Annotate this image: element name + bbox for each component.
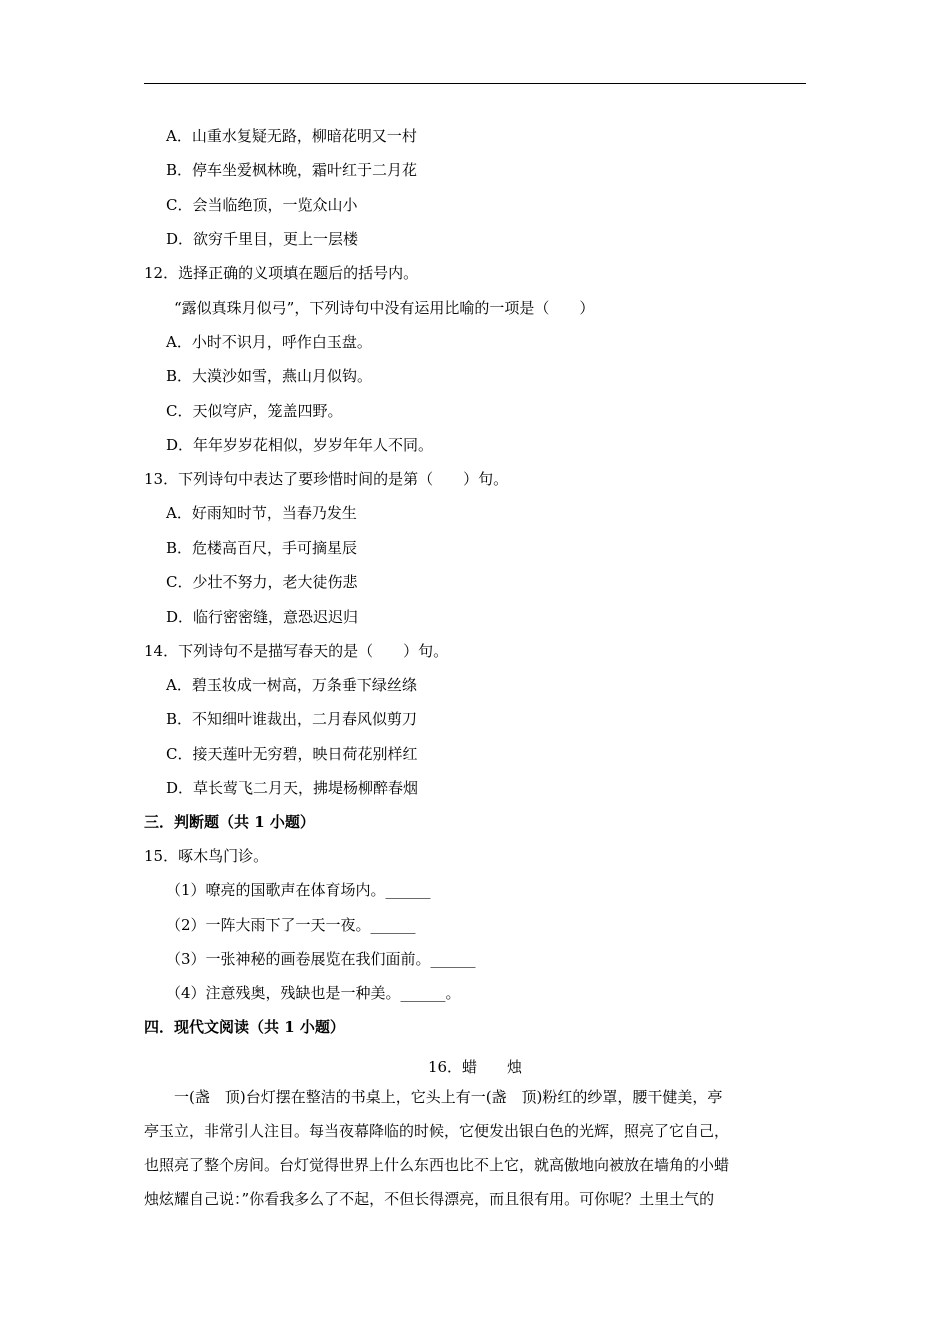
q12-option-d: D．年年岁岁花相似，岁岁年年人不同。 [166,436,434,454]
q16-paragraph-line-4: 烛炫耀自己说：”你看我多么了不起，不但长得漂亮，而且很有用。可你呢？土里土气的 [144,1190,715,1208]
q13-option-d: D．临行密密缝，意恐迟迟归 [166,608,359,626]
q14-title: 14．下列诗句不是描写春天的是（ ）句。 [144,642,449,660]
q14-option-a: A．碧玉妆成一树高，万条垂下绿丝绦 [166,676,417,694]
q16-title: 16．蜡 烛 [427,1058,523,1076]
q11-option-b: B．停车坐爱枫林晚，霜叶红于二月花 [166,161,418,179]
q12-option-a: A．小时不识月，呼作白玉盘。 [166,333,372,351]
q14-option-b: B．不知细叶谁裁出，二月春风似剪刀 [166,710,418,728]
q13-option-c: C．少壮不努力，老大徒伤悲 [166,573,358,591]
q15-item-2: （2）一阵大雨下了一天一夜。______ [166,916,416,934]
q11-option-c: C．会当临绝顶，一览众山小 [166,196,358,214]
q16-paragraph-line-3: 也照亮了整个房间。台灯觉得世界上什么东西也比不上它，就高傲地向被放在墙角的小蜡 [144,1156,730,1174]
q16-paragraph-line-1: 一(盏 顶)台灯摆在整洁的书桌上，它头上有一(盏 顶)粉红的纱罩，腰干健美，亭 [144,1088,723,1106]
q15-item-4: （4）注意残奥，残缺也是一种美。______。 [166,984,461,1002]
section-heading-judgement: 三．判断题（共 1 小题） [144,813,315,831]
q14-option-c: C．接天莲叶无穷碧，映日荷花别样红 [166,745,418,763]
q14-option-d: D．草长莺飞二月天，拂堤杨柳醉春烟 [166,779,419,797]
q13-option-a: A．好雨知时节，当春乃发生 [166,504,357,522]
q12-title: 12．选择正确的义项填在题后的括号内。 [144,264,419,282]
q13-title: 13．下列诗句中表达了要珍惜时间的是第（ ）句。 [144,470,509,488]
q15-title: 15．啄木鸟门诊。 [144,847,269,865]
q11-option-a: A．山重水复疑无路，柳暗花明又一村 [166,127,417,145]
section-heading-reading: 四．现代文阅读（共 1 小题） [144,1018,345,1036]
q13-option-b: B．危楼高百尺，手可摘星辰 [166,539,358,557]
q15-item-1: （1）嘹亮的国歌声在体育场内。______ [166,881,431,899]
q11-option-d: D．欲穷千里目，更上一层楼 [166,230,359,248]
q12-stem: “露似真珠月似弓”，下列诗句中没有运用比喻的一项是（ ） [174,299,595,317]
q12-option-b: B．大漠沙如雪，燕山月似钩。 [166,367,373,385]
header-rule [144,83,806,84]
q16-paragraph-line-2: 亭玉立，非常引人注目。每当夜幕降临的时候，它便发出银白色的光辉，照亮了它自己， [144,1122,730,1140]
q15-item-3: （3）一张神秘的画卷展览在我们面前。______ [166,950,476,968]
q12-option-c: C．天似穹庐，笼盖四野。 [166,402,343,420]
